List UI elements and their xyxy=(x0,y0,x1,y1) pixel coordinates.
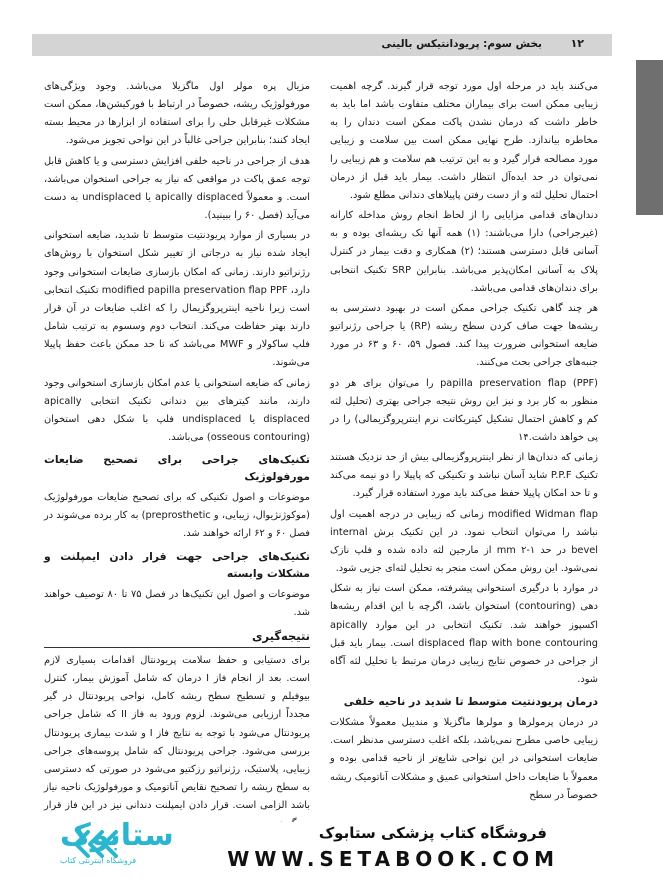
store-url: WWW.SETABOOK.COM xyxy=(227,847,559,871)
paragraph: می‌کنند باید در مرحله اول مورد توجه قرار گیرند. گرچه اهمیت زیبایی ممکن است برای بیماران مختلف متفاوت باشد اما باید به خاطر داشت که درمان نشدن پاکت ممکن است دندان را به مخاطره بیاندازد. طرح نهایی ممکن است بین سلامت و زیبایی مورد مصالحه قرار گیرد و به این ترتیب هم سلامت و هم زیبایی را نمی‌توان در حد ایده‌آل انتظار داشت. بیمار باید قبل از درمان احتمال تحلیل لثه و از دست رفتن پاپیلاهای دندانی مطلع شود. xyxy=(330,81,598,201)
paragraph: مزیال پره مولر اول ماگزیلا می‌باشد. وجود ویژگی‌های مورفولوژیک ریشه، خصوصاً در ارتباط با فورکیشن‌ها، ممکن است مشکلات غیرقابل حلی را برای استفاده از ابزارها در محیط بسته ایجاد کنند؛ بنابراین جراحی غالباً در این نواحی تجویز می‌شود. xyxy=(44,81,310,147)
paragraph: دندان‌های قدامی مزایایی را از لحاظ انجام روش مداخله کارانه (غیرجراحی) دارا می‌باشند: (۱) همه آنها تک ریشه‌ای بوده و به آسانی قابل دسترسی هستند؛ (۲) همکاری و دقت بیمار در کنترل پلاک به آسانی امکان‌پذیر می‌باشد. بنابراین SRP تکنیک انتخابی برای دندان‌های قدامی می‌باشد. xyxy=(330,210,599,294)
right-column xyxy=(330,78,598,807)
logo-wordmark: ستابوک xyxy=(60,818,174,853)
paragraph: موضوعات و اصول تکنیکی که برای تصحیح ضایعات مورفولوژیک (موکوژنژیوال، زیبایی، و preprosthetic) به کار برده می‌شوند در فصل ۶۰ و ۶۲ ارائه خواهند شد. xyxy=(44,492,310,540)
paragraph: زمانی که ضایعه استخوانی یا عدم امکان بازسازی استخوانی وجود دارند، مانند کیترهای بین دندانی تکنیک انتخابی apically displaced یا undisplaced فلپ با شکل دهی استخوان (osseous contouring) می‌باشد. xyxy=(44,377,310,443)
paragraph: (papilla preservation flap (PPF را می‌توان برای هر دو منظور به کار برد و نیز این روش نتیجه جراحی بهتری (تحلیل لثه کم و کاهش احتمال تشکیل کیتریکاتت نرم اینترپروگزیمالی) را در پی خواهد داشت.۱۴ xyxy=(330,377,598,443)
paragraph: زمانی که دندان‌ها از نظر اینترپروگزیمالی بیش از حد نزدیک هستند تکنیک P.P.F شاید آسان نباشد و تکنیکی که پاپیلا را دو نیمه می‌کند و تا حد امکان پاپیلا حفظ می‌کند باید مورد استفاده قرار گیرد. xyxy=(330,452,598,500)
thumb-index-tab xyxy=(636,60,663,215)
store-name: فروشگاه کتاب پزشکی ستابوک xyxy=(318,824,547,842)
logo-tagline: فروشگاه اینترنتی کتاب xyxy=(60,856,137,865)
conclusion-heading: نتیجه‌گیری xyxy=(251,628,310,643)
page-number: ۱۲ xyxy=(570,37,584,50)
divider xyxy=(44,647,310,648)
running-header xyxy=(32,34,612,56)
paragraph: موضوعات و اصول این تکنیک‌ها در فصل ۷۵ تا ۸۰ توصیف خواهند شد. xyxy=(44,588,310,618)
paragraph: در موارد با درگیری استخوانی پیشرفته، ممکن است نیاز به شکل دهی (contouring) استخوان باشد، اگرچه با این اقدام ریشه‌ها اکسپوز خواهند شد. تکنیک انتخابی در این موارد apically displaced flap with bone contouring است. بیمار باید قبل از جراحی در خصوص نتایج زیبایی درمان مرتبط با تحلیل لثه آگاه شود. xyxy=(330,583,598,685)
section-heading: درمان پریودنتیت متوسط تا شدید در ناحیه خلفی xyxy=(343,695,598,709)
chapter-title: بخش سوم: پریودانتیکس بالینی xyxy=(381,38,542,50)
paragraph: هر چند گاهی تکنیک جراحی ممکن است در بهبود دسترسی به ریشه‌ها جهت صاف کردن سطح ریشه (RP) یا جراحی رژنراتیو ضایعه استخوانی ضرورت پیدا کند. فصول ۵۹، ۶۰ و ۶۳ در مورد جنبه‌های جراحی بحث می‌کنند. xyxy=(330,302,598,369)
section-heading: تکنیک‌های جراحی جهت قرار دادن ایمپلنت و مشکلات وابسته xyxy=(44,549,310,580)
section-heading: تکنیک‌های جراحی برای تصحیح ضایعات مورفولوژیک xyxy=(44,453,310,484)
footer-banner xyxy=(0,818,663,879)
paragraph: برای دستیابی و حفظ سلامت پریودنتال اقدامات بسیاری لازم است. بعد از انجام فاز I درمان که شامل آموزش بیمار، کنترل بیوفیلم و تسطیح سطح ریشه کامل، نواحی پریودنتال در گیر مجدداً ارزیابی می‌شوند. لزوم ورود به فاز II که شامل جراحی پریودنتال می‌شود با توجه به نتایج فاز I و شدت بیماری پریودنتال بررسی می‌شود. جراحی پریودنتال که شامل پروسه‌های جراحی زیبایی، پلاستیک، رژنراتیو رزکتیو می‌شود در صورتی که دسترسی به سطح ریشه را تصحیح نقایص آناتومیک و مورفولوژیک ناحیه نیاز باشد الزامی است. قرار دادن ایمپلنت دندانی نیز در این فاز قرار xyxy=(44,654,310,812)
paragraph: در بسیاری از موارد پریودنتیت متوسط تا شدید، ضایعه استخوانی ایجاد شده نیاز به درجاتی از تغییر شکل استخوان با روش‌های رژنراتیو دارند. زمانی که امکان بازسازی ضایعات استخوانی وجود دارد، modified papilla preservation flap PPF تکنیک انتخابی است زیرا ناحیه اینترپروگزیمال را که اغلب ضایعات در آن قرار دارند بهتر حفاظت می‌کند. انتخاب دوم وسسوم به ترتیب شامل فلپ ساکولار و MWF می‌باشد که تا حد ممکن باعث حفظ پاپیلا می‌شوند. xyxy=(44,230,310,369)
paragraph: modified Widman flap زمانی که زیبایی در درجه اهمیت اول نباشد را می‌توان انتخاب نمود. در این تکنیک برش internal bevel در حد ۱-۲ mm از مارجین لثه داده شده و فلپ نازک نمی‌شود. این روش ممکن است منجر به تحلیل لثه‌ای جزیی شود. xyxy=(330,508,599,575)
left-column xyxy=(44,78,310,835)
paragraph: در درمان پرمولرها و مولرها ماگزیلا و مندیبل معمولاً مشکلات زیبایی خاصی مطرح نمی‌باشد، بلکه اغلب دسترسی مدنظر است. ضایعات استخوانی در این نواحی شایع‌تر از ناحیه قدامی بوده و معمولاً با ضایعات داخل استخوانی عمیق و مشکلات آناتومیک ریشه خصوصاً در سطح xyxy=(330,717,598,801)
paragraph: هدف از جراحی در ناحیه خلفی افزایش دسترسی و یا کاهش قابل توجه عمق پاکت در مواقعی که نیاز به جراحی استخوان می‌باشد، است. و معمولاً apically displaced یا undisplaced به دست می‌آید (فصل ۶۰ را ببینید). xyxy=(44,155,310,222)
